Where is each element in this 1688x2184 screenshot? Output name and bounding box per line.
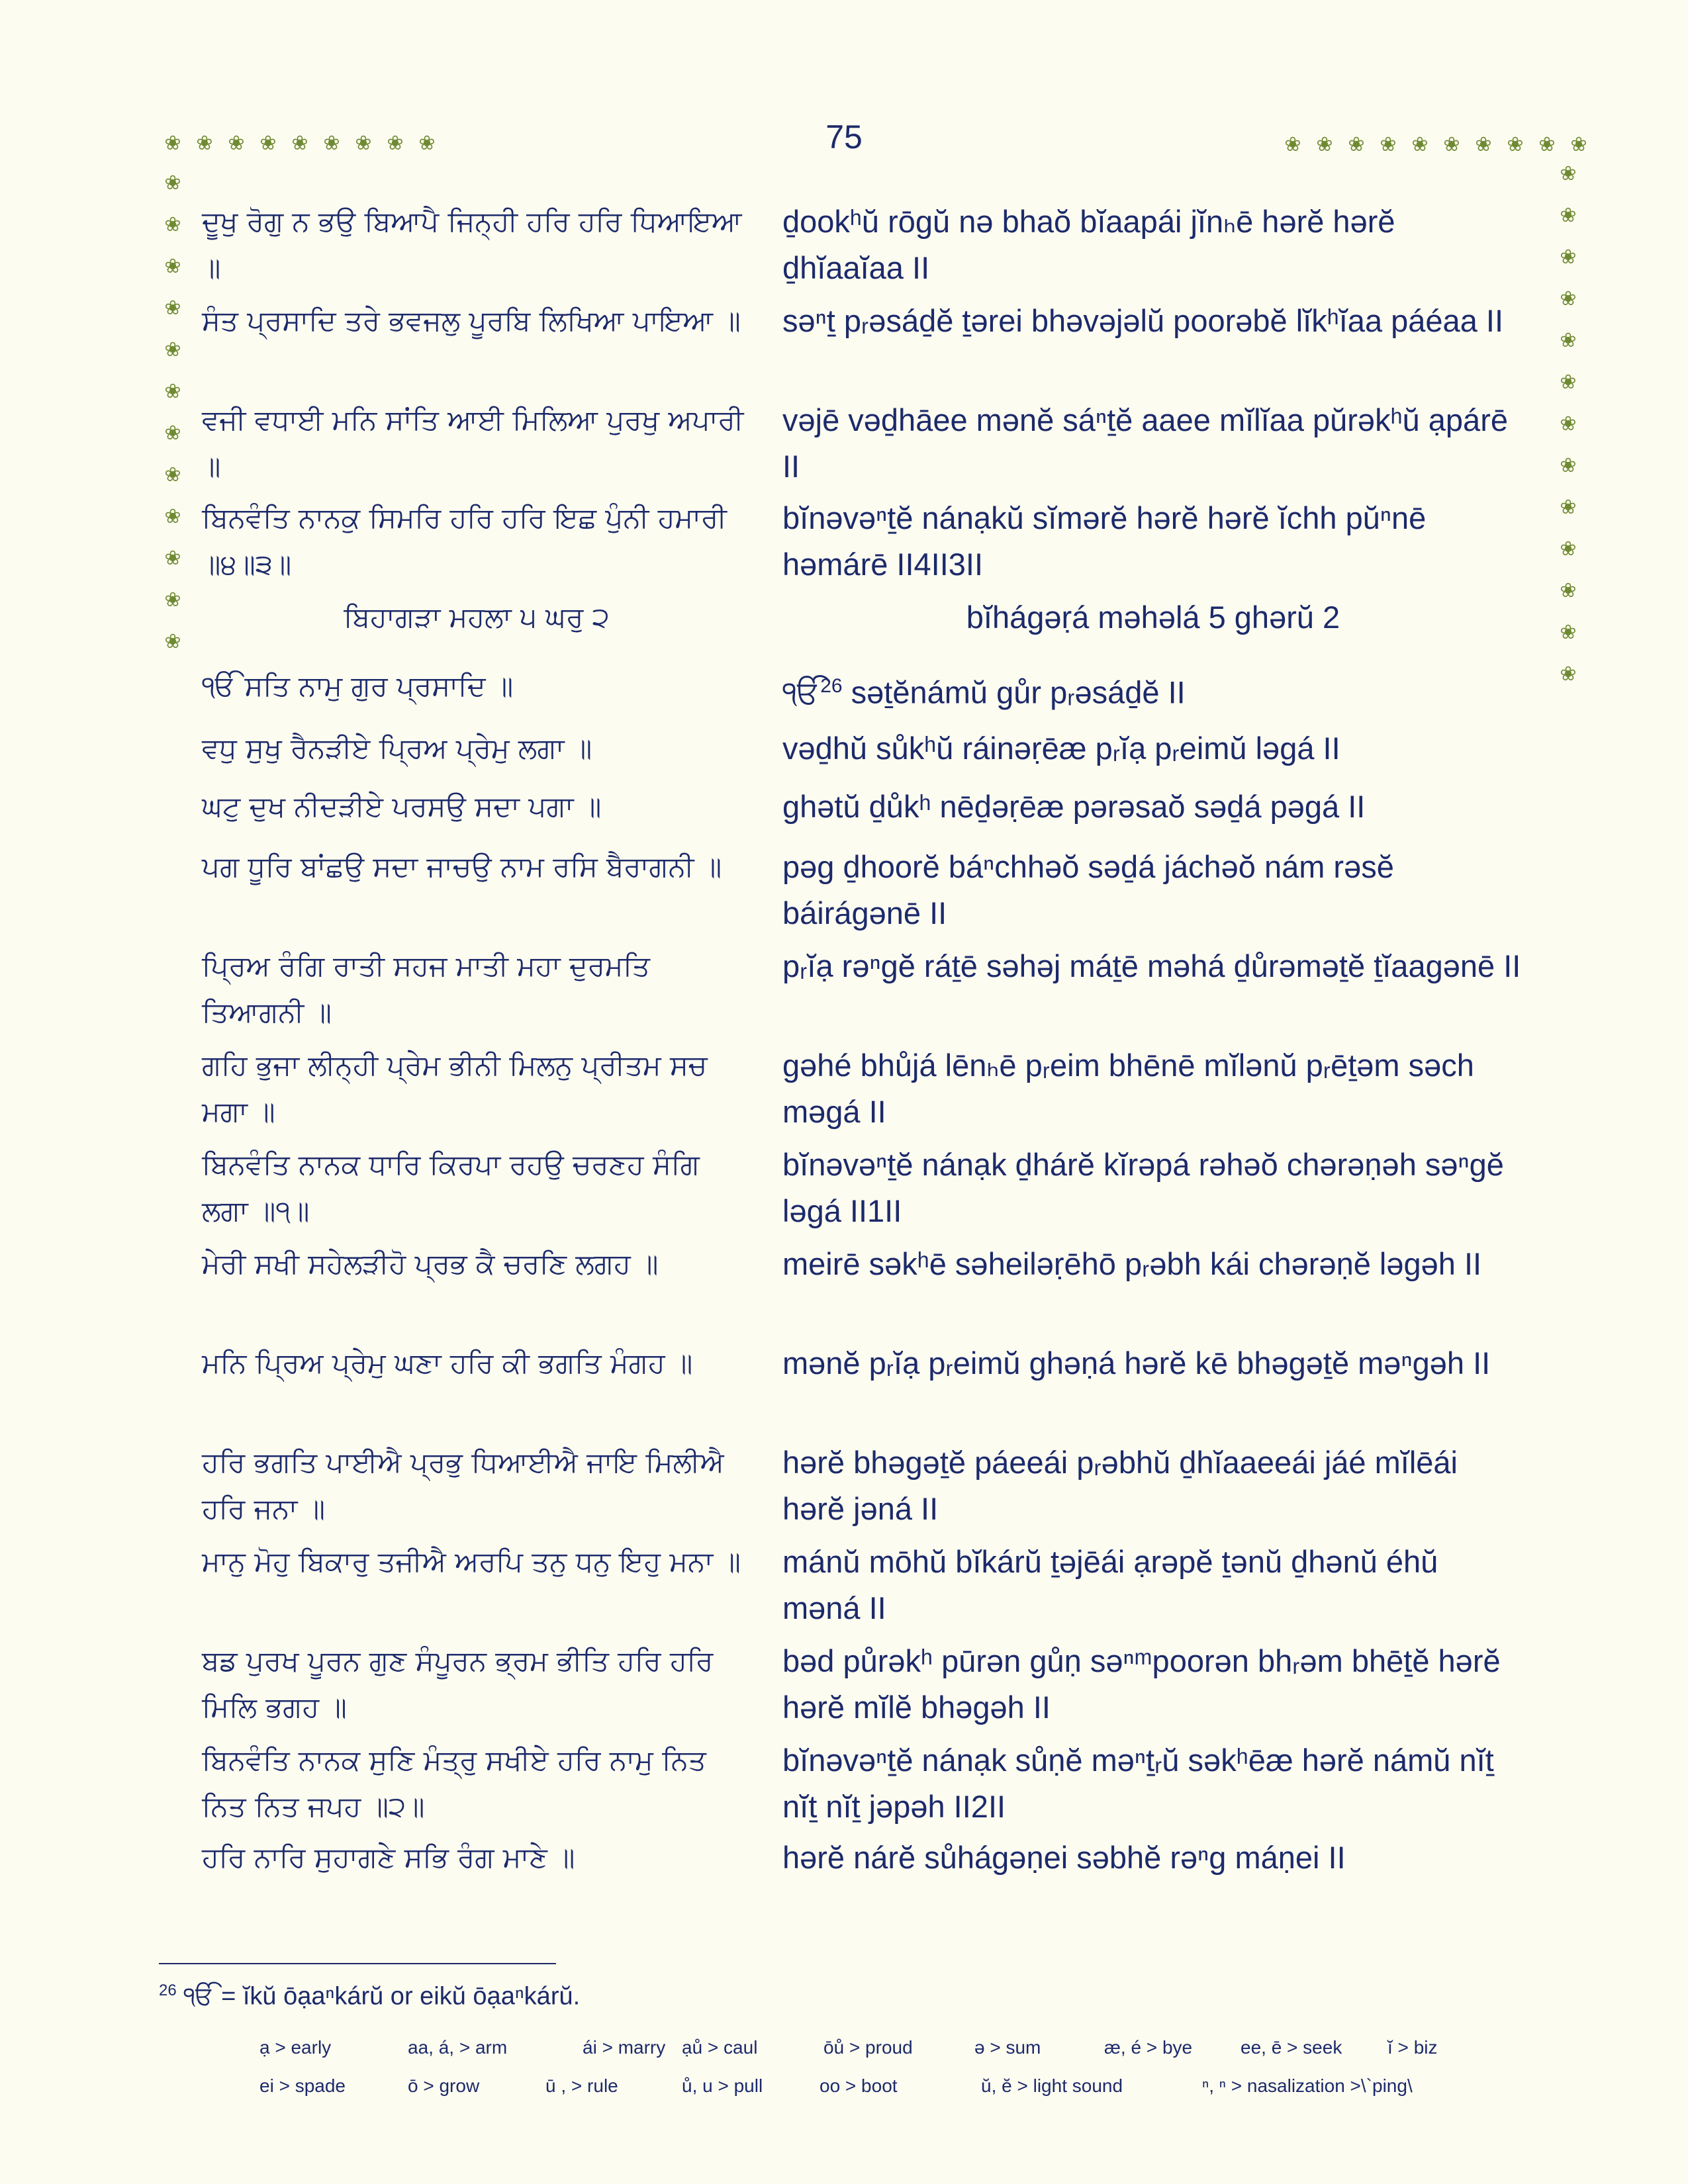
flower-ornament-icon: ❀ (164, 171, 181, 195)
legend-item: æ, é > bye (1104, 2037, 1193, 2058)
flower-ornament-icon: ❀ (1560, 287, 1577, 310)
flower-ornament-icon: ❀ (164, 380, 181, 403)
flower-ornament-icon: ❀ (1560, 496, 1577, 519)
transliteration-text: bĭnəvəⁿṯĕ nánạkŭ sĭmərĕ hərĕ hərĕ ĭchh pŭⁿnē həmárē II4II3II (782, 500, 1427, 582)
legend-item: ⁿ, ⁿ > nasalization >\`ping\ (1202, 2075, 1413, 2096)
flower-ornament-icon: ❀ (164, 338, 181, 361)
transliteration-text: meirē səkʰē səheiləṛēhō pᵣəbh kái chərəṇĕ ləgəh II (782, 1246, 1482, 1281)
flower-ornament-icon: ❀ (1560, 454, 1577, 477)
footnote-divider (159, 1963, 556, 1964)
gurmukhi-text: ਪ੍ਰਿਅ ਰੰਗਿ ਰਾਤੀ ਸਹਜ ਮਾਤੀ ਮਹਾ ਦੁਰਮਤਿ ਤਿਆਗਨੀ ॥ (202, 950, 650, 1028)
flower-ornament-icon: ❀ (387, 132, 404, 155)
legend-item: ĭ > biz (1387, 2037, 1438, 2058)
legend-item: oo > boot (820, 2075, 898, 2096)
flower-ornament-icon: ❀ (1570, 133, 1587, 156)
flower-ornament-icon: ❀ (1560, 662, 1577, 686)
transliteration-text: bĭnəvəⁿṯĕ nánạk sůṇĕ məⁿṯᵣŭ səkʰēæ hərĕ námŭ nĭṯ nĭṯ nĭṯ jəpəh II2II (782, 1743, 1494, 1824)
flower-ornament-icon: ❀ (259, 132, 277, 155)
invocation-translit: səṯĕnámŭ gůr pᵣəsáḏĕ II (842, 674, 1186, 710)
footnote-ref: 26 (159, 1981, 177, 1999)
gurmukhi-text: ਗਹਿ ਭੁਜਾ ਲੀਨ੍ਹੀ ਪ੍ਰੇਮ ਭੀਨੀ ਮਿਲਨੁ ਪ੍ਰੀਤਮ ਸਚ ਮਗਾ ॥ (202, 1049, 708, 1128)
legend-item: ŭ, ĕ > light sound (981, 2075, 1123, 2096)
flower-ornament-icon: ❀ (164, 547, 181, 570)
transliteration-text: bĭnəvəⁿṯĕ nánạk ḏhárĕ kĭrəpá rəhəŏ chərəṇəh səⁿgĕ ləgá II1II (782, 1147, 1504, 1228)
transliteration-text (782, 663, 1524, 716)
gurmukhi-text: ਵਜੀ ਵਧਾਈ ਮਨਿ ਸਾਂਤਿ ਆਈ ਮਿਲਿਆ ਪੁਰਖੁ ਅਪਾਰੀ ॥ (202, 404, 744, 482)
transliteration-text: bəd půrəkʰ pūrən gůṇ səⁿᵐpoorən bhᵣəm bhēṯĕ hərĕ hərĕ mĭlĕ bhəgəh II (782, 1643, 1501, 1725)
legend-item: ə > sum (974, 2037, 1041, 2058)
flower-ornament-icon: ❀ (1560, 246, 1577, 269)
flower-ornament-icon: ❀ (164, 132, 181, 155)
flower-ornament-icon: ❀ (1443, 133, 1460, 156)
gurmukhi-text: ਬਿਨਵੰਤਿ ਨਾਨਕੁ ਸਿਮਰਿ ਹਰਿ ਹਰਿ ਇਛ ਪੁੰਨੀ ਹਮਾਰੀ ॥੪॥੩॥ (202, 502, 727, 580)
gurmukhi-text: ਸੰਤ ਪ੍ਰਸਾਦਿ ਤਰੇ ਭਵਜਲੁ ਪੂਰਬਿ ਲਿਖਿਆ ਪਾਇਆ ॥ (202, 304, 741, 337)
transliteration-text: gəhé bhůjá lēnₕē pᵣeim bhēnē mĭlənŭ pᵣēṯəm səch məgá II (782, 1048, 1474, 1129)
transliteration-text: mánŭ mōhŭ bĭkárŭ ṯəjēái ạrəpĕ ṯənŭ ḏhənŭ éhŭ məná II (782, 1544, 1438, 1625)
flower-ornament-icon: ❀ (1316, 133, 1333, 156)
gurmukhi-text: ਘਟੁ ਦੁਖ ਨੀਦੜੀਏ ਪਰਸਉ ਸਦਾ ਪਗਾ ॥ (202, 790, 602, 823)
gurmukhi-text: ਬਿਹਾਗੜਾ ਮਹਲਾ ੫ ਘਰੁ ੨ (344, 601, 610, 633)
legend-item: ei > spade (259, 2075, 346, 2096)
transliteration-text: hərĕ nárĕ sůhágəṇei səbhĕ rəⁿg máṇei II (782, 1840, 1346, 1875)
legend-item: ạů > caul (682, 2037, 758, 2058)
legend-item: ō > grow (408, 2075, 480, 2096)
footnote (159, 1981, 580, 2011)
flower-ornament-icon: ❀ (1560, 371, 1577, 394)
legend-item: aa, á, > arm (408, 2037, 508, 2058)
flower-ornament-icon: ❀ (164, 422, 181, 445)
transliteration-text: pᵣĭạ rəⁿgĕ ráṯē səhəj máṯē məhá ḏůrəməṯĕ ṯĭaagənē II (782, 948, 1521, 983)
flower-ornament-icon: ❀ (164, 463, 181, 486)
ik-onkar-symbol: ੴ (782, 674, 821, 710)
transliteration-text: vəjē vəḏhāee mənĕ sáⁿṯĕ aaee mĭlĭaa pŭrəkʰŭ ạpárē II (782, 402, 1508, 484)
legend-item: ōů > proud (823, 2037, 913, 2058)
gurmukhi-text: ਹਰਿ ਭਗਤਿ ਪਾਈਐ ਪ੍ਰਭੁ ਧਿਆਈਐ ਜਾਇ ਮਿਲੀਐ ਹਰਿ ਜਨਾ ॥ (202, 1446, 724, 1525)
transliteration-text: hərĕ bhəgəṯĕ páeeái pᵣəbhŭ ḏhĭaaeeái jáé mĭlēái hərĕ jəná II (782, 1445, 1458, 1526)
gurmukhi-text: ਮਾਨੁ ਮੋਹੁ ਬਿਕਾਰੁ ਤਜੀਐ ਅਰਪਿ ਤਨੁ ਧਨੁ ਇਹੁ ਮਨਾ ॥ (202, 1545, 741, 1578)
flower-ornament-icon: ❀ (1560, 162, 1577, 185)
page-number: 75 (825, 118, 863, 156)
gurmukhi-text: ਬਡ ਪੁਰਖ ਪੂਰਨ ਗੁਣ ਸੰਪੂਰਨ ਭ੍ਰਮ ਭੀਤਿ ਹਰਿ ਹਰਿ ਮਿਲਿ ਭਗਹ ॥ (202, 1645, 714, 1723)
legend-item: ee, ē > seek (1241, 2037, 1342, 2058)
flower-ornament-icon: ❀ (1538, 133, 1556, 156)
transliteration-text: pəg ḏhoorĕ báⁿchhəŏ səḏá jáchəŏ nám rəsĕ báirágənē II (782, 849, 1394, 931)
flower-ornament-icon: ❀ (1507, 133, 1524, 156)
gurmukhi-text: ਮਨਿ ਪ੍ਰਿਅ ਪ੍ਰੇਮੁ ਘਣਾ ਹਰਿ ਕੀ ਭਗਤਿ ਮੰਗਹ ॥ (202, 1347, 693, 1379)
flower-ornament-icon: ❀ (164, 630, 181, 653)
gurmukhi-text: ਬਿਨਵੰਤਿ ਨਾਨਕ ਧਾਰਿ ਕਿਰਪਾ ਰਹਉ ਚਰਣਹ ਸੰਗਿ ਲਗਾ ॥੧॥ (202, 1148, 700, 1227)
footnote-marker: 26 (820, 675, 843, 697)
footnote-text: ੴ = ĭkŭ ōạaⁿkárŭ or eikŭ ōạaⁿkárŭ. (183, 1982, 581, 2011)
flower-ornament-icon: ❀ (418, 132, 436, 155)
gurmukhi-text: ਹਰਿ ਨਾਰਿ ਸੁਹਾਗਣੇ ਸਭਿ ਰੰਗ ਮਾਣੇ ॥ (202, 1841, 575, 1874)
transliteration-text: mənĕ pᵣĭạ pᵣeimŭ ghəṇá hərĕ kē bhəgəṯĕ məⁿgəh II (782, 1345, 1491, 1381)
gurmukhi-text: ਪਗ ਧੂਰਿ ਬਾਂਛਉ ਸਦਾ ਜਾਚਉ ਨਾਮ ਰਸਿ ਬੈਰਾਗਨੀ ॥ (202, 850, 722, 883)
flower-ornament-icon: ❀ (1560, 579, 1577, 602)
legend-item: ái > marry (583, 2037, 666, 2058)
flower-ornament-icon: ❀ (323, 132, 340, 155)
flower-ornament-icon: ❀ (1560, 329, 1577, 352)
flower-ornament-icon: ❀ (291, 132, 308, 155)
flower-ornament-icon: ❀ (164, 505, 181, 528)
transliteration-text: vəḏhŭ sůkʰŭ ráinəṛēæ pᵣĭạ pᵣeimŭ ləgá II (782, 731, 1340, 766)
flower-ornament-icon: ❀ (1560, 412, 1577, 435)
gurmukhi-text: ਮੇਰੀ ਸਖੀ ਸਹੇਲੜੀਹੋ ਪ੍ਰਭ ਕੈ ਚਰਣਿ ਲਗਹ ॥ (202, 1248, 659, 1280)
flower-ornament-icon: ❀ (1560, 204, 1577, 227)
gurmukhi-text: ਬਿਨਵੰਤਿ ਨਾਨਕ ਸੁਣਿ ਮੰਤ੍ਰੁ ਸਖੀਏ ਹਰਿ ਨਾਮੁ ਨਿਤ ਨਿਤ ਨਿਤ ਜਪਹ ॥੨॥ (202, 1744, 706, 1823)
legend-item: ū , > rule (545, 2075, 618, 2096)
flower-ornament-icon: ❀ (1411, 133, 1429, 156)
flower-ornament-icon: ❀ (228, 132, 245, 155)
gurmukhi-text: ੴ ਸਤਿ ਨਾਮੁ ਗੁਰ ਪ੍ਰਸਾਦਿ ॥ (202, 670, 514, 702)
flower-ornament-icon: ❀ (1475, 133, 1492, 156)
gurmukhi-text: ਦੂਖੁ ਰੋਗੁ ਨ ਭਉ ਬਿਆਪੈ ਜਿਨ੍ਹੀ ਹਰਿ ਹਰਿ ਧਿਆਇਆ ॥ (202, 205, 742, 284)
legend-item: ạ > early (259, 2037, 332, 2058)
flower-ornament-icon: ❀ (196, 132, 213, 155)
flower-ornament-icon: ❀ (164, 255, 181, 278)
flower-ornament-icon: ❀ (1560, 621, 1577, 644)
flower-ornament-icon: ❀ (164, 296, 181, 320)
flower-ornament-icon: ❀ (164, 588, 181, 612)
flower-ornament-icon: ❀ (355, 132, 372, 155)
flower-ornament-icon: ❀ (1284, 133, 1301, 156)
flower-ornament-icon: ❀ (1560, 537, 1577, 561)
flower-ornament-icon: ❀ (164, 213, 181, 236)
legend-item: ů, u > pull (682, 2075, 763, 2096)
transliteration-text: səⁿṯ pᵣəsáḏĕ ṯərei bhəvəjəlŭ poorəbĕ lĭkʰĭaa páéaa II (782, 303, 1504, 338)
transliteration-text: bĭhágəṛá məhəlá 5 ghərŭ 2 (966, 600, 1340, 635)
gurmukhi-text: ਵਧੁ ਸੁਖੁ ਰੈਨੜੀਏ ਪ੍ਰਿਅ ਪ੍ਰੇਮੁ ਲਗਾ ॥ (202, 732, 592, 764)
flower-ornament-icon: ❀ (1348, 133, 1365, 156)
transliteration-text: ḏookʰŭ rōgŭ nə bhaŏ bĭaapái jĭnₕē hərĕ hərĕ ḏhĭaaĭaa II (782, 204, 1395, 285)
transliteration-text: ghətŭ ḏůkʰ nēḏəṛēæ pərəsaŏ səḏá pəgá II (782, 789, 1366, 824)
flower-ornament-icon: ❀ (1380, 133, 1397, 156)
